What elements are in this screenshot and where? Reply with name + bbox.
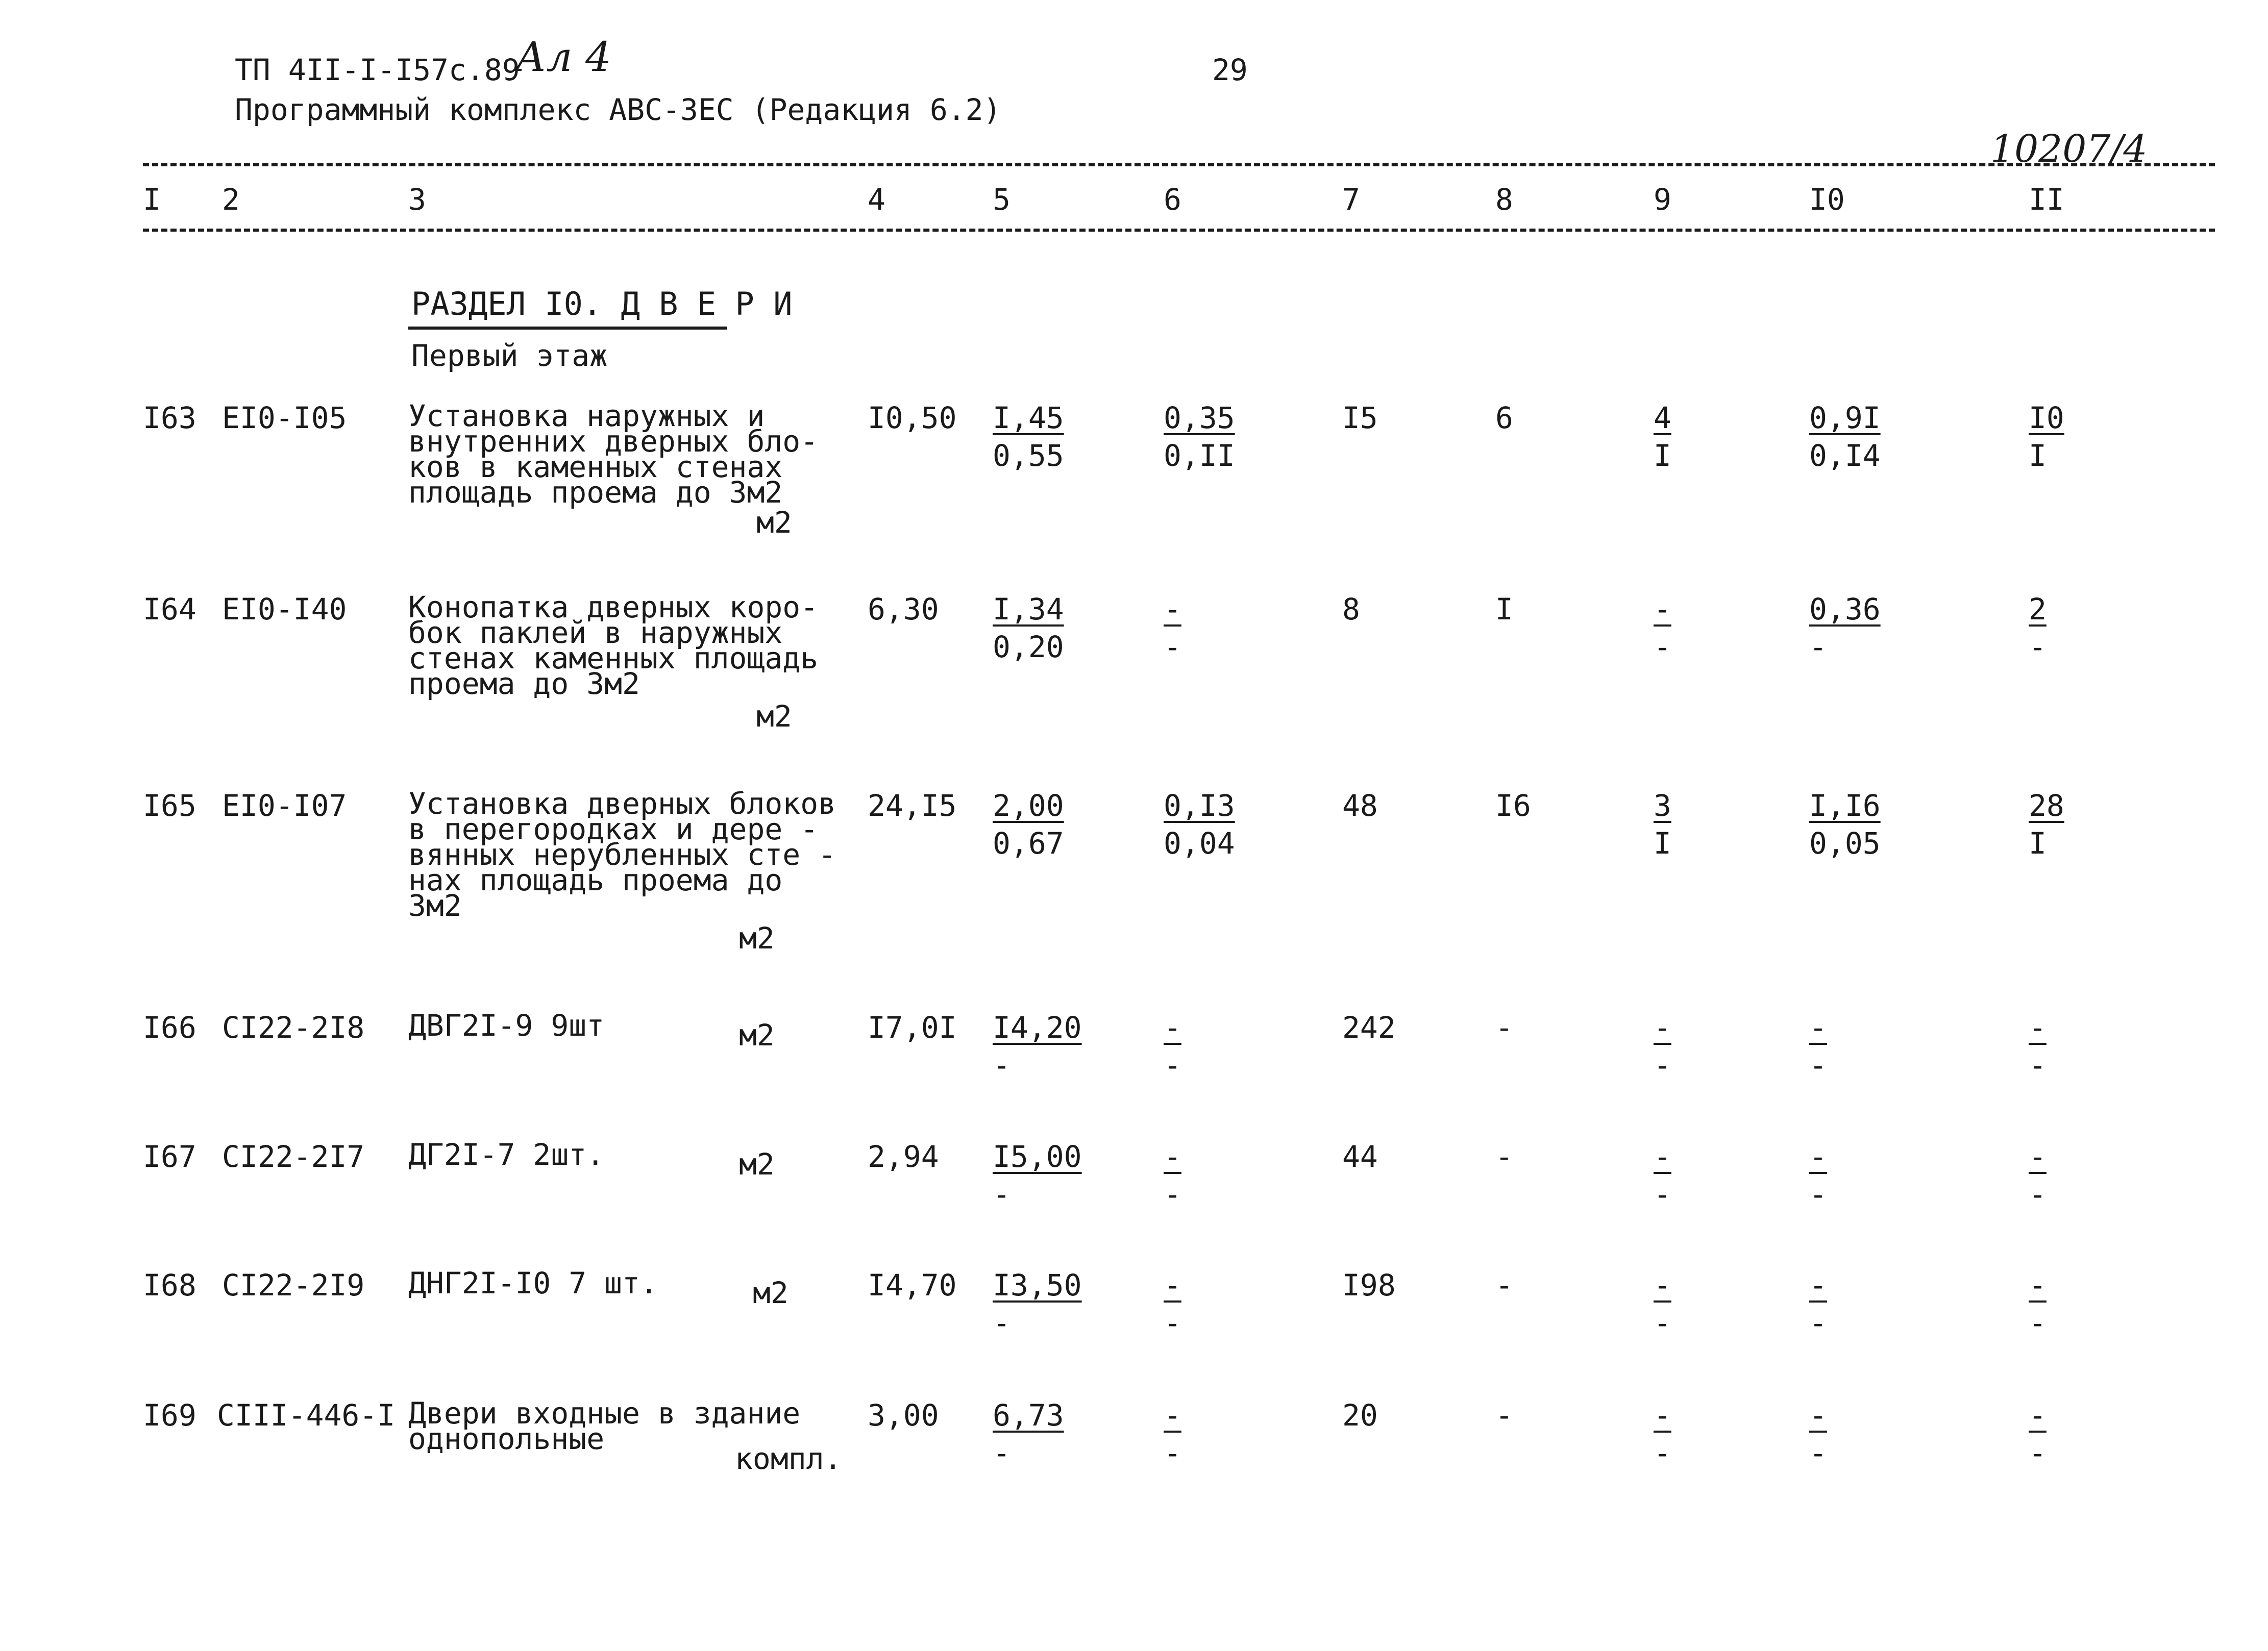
col9-values-numerator: - [1654,1139,1671,1174]
col10-values [1809,399,1881,474]
page-number: 29 [1212,53,1248,87]
col9-values-numerator: 4 [1654,401,1671,435]
col5-values-numerator: I,34 [993,592,1064,627]
quantity: 3,00 [868,1398,939,1433]
row-number: I66 [143,1010,196,1045]
col5-values [993,590,1064,666]
col8-value: - [1495,1010,1513,1045]
col7-value: 20 [1342,1398,1378,1433]
col6-values [1164,1138,1181,1213]
col9-values-numerator: - [1654,592,1671,627]
norm-code: CIII-446-I [217,1398,396,1433]
col9-values-denominator: - [1654,1177,1671,1212]
unit-of-measure: компл. [735,1441,842,1476]
col10-values-denominator: 0,05 [1809,826,1881,861]
col6-values-numerator: - [1164,1398,1181,1433]
col8-value: - [1495,1398,1513,1433]
col6-values-numerator: 0,35 [1164,401,1235,435]
column-header-10: I0 [1809,182,1845,217]
row-number: I64 [143,592,196,627]
quantity: I0,50 [868,401,957,435]
col11-values-numerator: - [2029,1268,2047,1303]
col11-values-numerator: 2 [2029,592,2047,627]
col6-values-numerator: - [1164,1139,1181,1174]
col5-values-numerator: I4,20 [993,1010,1082,1045]
col9-values [1654,399,1671,474]
col6-values-denominator: - [1164,1048,1181,1083]
col8-value: - [1495,1268,1513,1303]
work-description: Установка дверных блоков в перегородках и дере - вянных нерубленных сте - нах площадь проема до 3м2 [408,786,836,923]
col10-values-numerator: 0,36 [1809,592,1881,627]
col11-values-numerator: - [2029,1010,2047,1045]
row-number: I65 [143,788,196,823]
col11-values-numerator: - [2029,1398,2047,1433]
col10-values-numerator: 0,9I [1809,401,1881,435]
row-number: I67 [143,1139,196,1174]
quantity: 24,I5 [868,788,957,823]
col9-values-denominator: - [1654,630,1671,664]
col11-values [2029,787,2064,862]
col9-values [1654,1009,1671,1084]
col10-values [1809,1138,1827,1213]
handwritten-reference: 10207/4 [1990,127,2148,171]
unit-of-measure: м2 [739,921,775,956]
col11-values-numerator: I0 [2029,401,2064,435]
col9-values-numerator: 3 [1654,788,1671,823]
work-description: Конопатка дверных коро- бок паклей в наружных стенах каменных площадь проема до 3м2 [408,590,819,701]
col9-values-denominator: - [1654,1306,1671,1340]
col6-values-denominator: 0,04 [1164,826,1235,861]
col6-values-denominator: - [1164,1177,1181,1212]
unit-of-measure: м2 [739,1018,775,1053]
col6-values-numerator: 0,I3 [1164,788,1235,823]
col9-values-numerator: - [1654,1398,1671,1433]
header-rule-bottom [143,229,2215,232]
section-title-underline [408,327,727,330]
program-title: Программный комплекс АВС-3ЕС (Редакция 6.2) [235,92,1001,127]
col10-values-denominator: - [1809,1177,1827,1212]
column-header-4: 4 [868,182,885,217]
col9-values-denominator: - [1654,1048,1671,1083]
col5-values-numerator: I,45 [993,401,1064,435]
column-header-3: 3 [408,182,426,217]
col5-values [993,1009,1082,1084]
col5-values [993,1266,1082,1342]
col5-values-numerator: I5,00 [993,1139,1082,1174]
col5-values-denominator: - [993,1306,1010,1340]
col11-values-denominator: - [2029,1436,2047,1470]
col10-values-denominator: - [1809,1048,1827,1083]
col6-values-numerator: - [1164,1010,1181,1045]
col5-values [993,787,1064,862]
norm-code: EI0-I07 [222,788,347,823]
col9-values [1654,787,1671,862]
col9-values-denominator: I [1654,438,1671,473]
header-rule-top [143,163,2215,166]
col7-value: 242 [1342,1010,1396,1045]
section-subtitle: Первый этаж [411,338,608,373]
col10-values [1809,590,1881,666]
col9-values [1654,590,1671,666]
col6-values [1164,590,1181,666]
col10-values-numerator: - [1809,1268,1827,1303]
unit-of-measure: м2 [756,699,792,734]
col9-values-numerator: - [1654,1268,1671,1303]
col11-values [2029,1009,2047,1084]
col6-values [1164,1009,1181,1084]
col5-values-numerator: I3,50 [993,1268,1082,1303]
col11-values-denominator: - [2029,1048,2047,1083]
unit-of-measure: м2 [753,1275,788,1310]
col5-values-denominator: 0,55 [993,438,1064,473]
col10-values-numerator: - [1809,1398,1827,1433]
quantity: 6,30 [868,592,939,627]
col10-values-denominator: - [1809,1436,1827,1470]
col6-values [1164,787,1235,862]
col9-values-numerator: - [1654,1010,1671,1045]
col5-values-denominator: 0,20 [993,630,1064,664]
norm-code: CI22-2I8 [222,1010,365,1045]
col7-value: I98 [1342,1268,1396,1303]
col10-values-numerator: - [1809,1010,1827,1045]
col6-values-denominator: 0,II [1164,438,1235,473]
column-header-6: 6 [1164,182,1181,217]
col11-values-denominator: - [2029,1177,2047,1212]
column-header-8: 8 [1495,182,1513,217]
col11-values [2029,1266,2047,1342]
col6-values-numerator: - [1164,592,1181,627]
col6-values [1164,399,1235,474]
norm-code: CI22-2I7 [222,1139,365,1174]
work-description: Установка наружных и внутренних дверных бло- ков в каменных стенах площадь проема до 3м2 [408,398,819,510]
col7-value: 8 [1342,592,1360,627]
column-header-5: 5 [993,182,1010,217]
col10-values-denominator: - [1809,630,1827,664]
col10-values-numerator: I,I6 [1809,788,1881,823]
col8-value: - [1495,1139,1513,1174]
col9-values [1654,1266,1671,1342]
col7-value: 44 [1342,1139,1378,1174]
unit-of-measure: м2 [756,505,792,540]
col9-values-denominator: I [1654,826,1671,861]
quantity: I4,70 [868,1268,957,1303]
quantity: 2,94 [868,1139,939,1174]
norm-code: CI22-2I9 [222,1268,365,1303]
col10-values-denominator: - [1809,1306,1827,1340]
col6-values [1164,1266,1181,1342]
col5-values-denominator: - [993,1436,1010,1470]
column-header-7: 7 [1342,182,1360,217]
col5-values-denominator: 0,67 [993,826,1064,861]
col10-values [1809,1009,1827,1084]
col9-values [1654,1138,1671,1213]
col9-values [1654,1396,1671,1472]
column-header-2: 2 [222,182,240,217]
work-description: ДВГ2I-9 9шт [408,1008,605,1043]
col11-values-denominator: I [2029,826,2047,861]
norm-code: EI0-I40 [222,592,347,627]
col10-values [1809,787,1881,862]
col8-value: 6 [1495,401,1513,435]
section-title: РАЗДЕЛ I0. Д В Е Р И [411,285,793,322]
col6-values-denominator: - [1164,630,1181,664]
col6-values [1164,1396,1181,1472]
col5-values-numerator: 6,73 [993,1398,1064,1433]
col11-values-denominator: - [2029,1306,2047,1340]
col11-values-numerator: - [2029,1139,2047,1174]
col10-values-denominator: 0,I4 [1809,438,1881,473]
doc-code: ТП 4II-I-I57с.89 [235,53,520,87]
row-number: I63 [143,401,196,435]
col11-values-denominator: - [2029,630,2047,664]
column-header-9: 9 [1654,182,1671,217]
col10-values-numerator: - [1809,1139,1827,1174]
col7-value: 48 [1342,788,1378,823]
col11-values [2029,1396,2047,1472]
row-number: I68 [143,1268,196,1303]
col6-values-denominator: - [1164,1436,1181,1470]
col10-values [1809,1266,1827,1342]
work-description: ДНГ2I-I0 7 шт. [408,1266,658,1300]
col11-values-numerator: 28 [2029,788,2064,823]
col6-values-denominator: - [1164,1306,1181,1340]
col5-values-numerator: 2,00 [993,788,1064,823]
col7-value: I5 [1342,401,1378,435]
col5-values [993,1396,1064,1472]
column-header-11: II [2029,182,2064,217]
col11-values [2029,1138,2047,1213]
col5-values [993,1138,1082,1213]
col8-value: I [1495,592,1513,627]
quantity: I7,0I [868,1010,957,1045]
col11-values-denominator: I [2029,438,2047,473]
col5-values [993,399,1064,474]
column-header-1: I [143,182,161,217]
col5-values-denominator: - [993,1177,1010,1212]
work-description: Двери входные в здание однопольные [408,1396,801,1456]
col9-values-denominator: - [1654,1436,1671,1470]
col6-values-numerator: - [1164,1268,1181,1303]
handwritten-sheet-mark: Ал 4 [515,33,611,81]
work-description: ДГ2I-7 2шт. [408,1137,605,1172]
unit-of-measure: м2 [739,1147,775,1182]
col10-values [1809,1396,1827,1472]
norm-code: EI0-I05 [222,401,347,435]
col11-values [2029,590,2047,666]
col8-value: I6 [1495,788,1531,823]
row-number: I69 [143,1398,196,1433]
col5-values-denominator: - [993,1048,1010,1083]
col11-values [2029,399,2064,474]
